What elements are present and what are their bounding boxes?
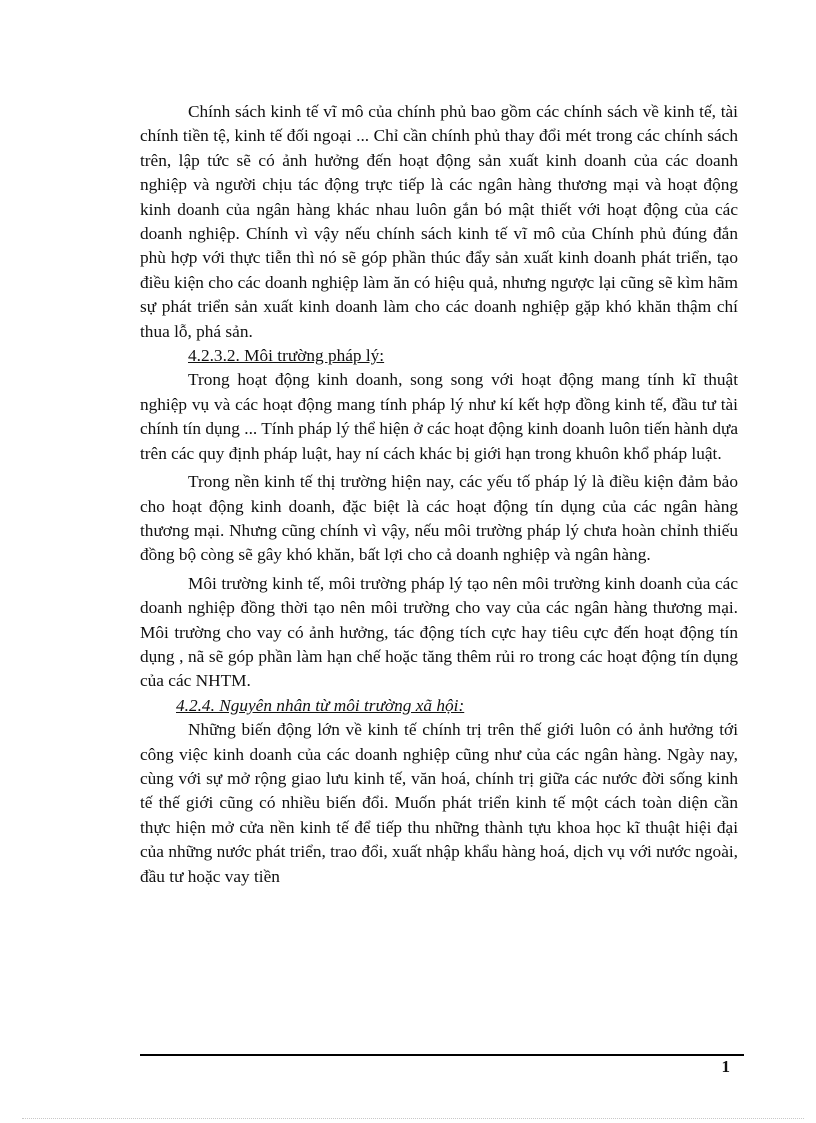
paragraph-market-economy: Trong nền kinh tế thị trường hiện nay, các yếu tố pháp lý là điều kiện đảm bảo cho hoạt động kinh doanh, đặc biệt là các hoạt động tín dụng của các ngân hàng thương mại. Nhưng cũng chính vì vậy, nếu môi trường pháp lý chưa hoàn chỉnh thiếu đồng bộ còng sẽ gây khó khăn, bất lợi cho cả doanh nghiệp và ngân hàng. xyxy=(140,472,738,565)
paragraph-business-environment: Môi trường kinh tế, môi trường pháp lý tạo nên môi trường kinh doanh của các doanh nghiệp đồng thời tạo nên môi trường cho vay của các ngân hàng thương mại. Môi trường cho vay có ảnh hưởng, tác động tích cực hay tiêu cực đến hoạt động tín dụng , nã sẽ góp phần làm hạn chế hoặc tăng thêm rủi ro trong các hoạt động tín dụng của các NHTM. xyxy=(140,573,738,691)
footer-divider xyxy=(140,1054,744,1056)
section-heading-social-environment xyxy=(140,694,738,718)
paragraph-macro-policy: Chính sách kinh tế vĩ mô của chính phủ bao gồm các chính sách về kinh tế, tài chính tiền tệ, kinh tế đối ngoại ... Chỉ cần chính phủ thay đổi mét trong các chính sách trên, lập tức sẽ có ảnh hưởng đến hoạt động sản xuất kinh doanh của các doanh nghiệp và người chịu tác động trực tiếp là các ngân hàng thương mại và hoạt động kinh doanh của ngân hàng khác nhau luôn gắn bó mật thiết với hoạt động của các doanh nghiệp. Chính vì vậy nếu chính sách kinh tế vĩ mô của Chính phủ đúng đắn phù hợp với thực tiễn thì nó sẽ góp phần thúc đẩy sản xuất kinh doanh phát triển, tạo điều kiện cho các doanh nghiệp làm ăn có hiệu quả, nhưng ngược lại cũng sẽ kìm hãm sự phát triển sản xuất kinh doanh làm cho các doanh nghiệp gặp khó khăn thậm chí thua lỗ, phá sản. xyxy=(140,102,738,341)
page-number: 1 xyxy=(721,1057,730,1076)
section-heading-legal-environment xyxy=(140,344,738,368)
section-heading-legal-environment-text: 4.2.3.2. Môi trường pháp lý: xyxy=(188,346,385,366)
page-bottom-edge xyxy=(22,1118,804,1119)
body-text xyxy=(140,100,738,889)
paragraph-legal-activities: Trong hoạt động kinh doanh, song song với hoạt động mang tính kĩ thuật nghiệp vụ và các hoạt động mang tính pháp lý như kí kết hợp đồng kinh tế, đầu tư tài chính tín dụng ... Tính pháp lý thể hiện ở các hoạt động kinh doanh luôn tiến hành dựa trên các quy định pháp luật, hay ní cách khác bị giới hạn trong khuôn khổ pháp luật. xyxy=(140,370,738,463)
paragraph-world-changes: Những biến động lớn về kinh tế chính trị trên thế giới luôn có ảnh hưởng tới công việc kinh doanh của các doanh nghiệp cũng như của các ngân hàng. Ngày nay, cùng với sự mở rộng giao lưu kinh tế, văn hoá, chính trị giữa các nước đời sống kinh tế thế giới cũng có nhiều biến đổi. Muốn phát triển kinh tế một cách toàn diện cần thực hiện mở cửa nền kinh tế để tiếp thu những thành tựu khoa học kĩ thuật hiệi đại của những nước phát triển, trao đổi, xuất nhập khẩu hàng hoá, dịch vụ với nước ngoài, đầu tư hoặc vay tiền xyxy=(140,720,738,886)
section-heading-social-environment-text: 4.2.4. Nguyên nhân từ môi trường xã hội: xyxy=(176,695,465,715)
